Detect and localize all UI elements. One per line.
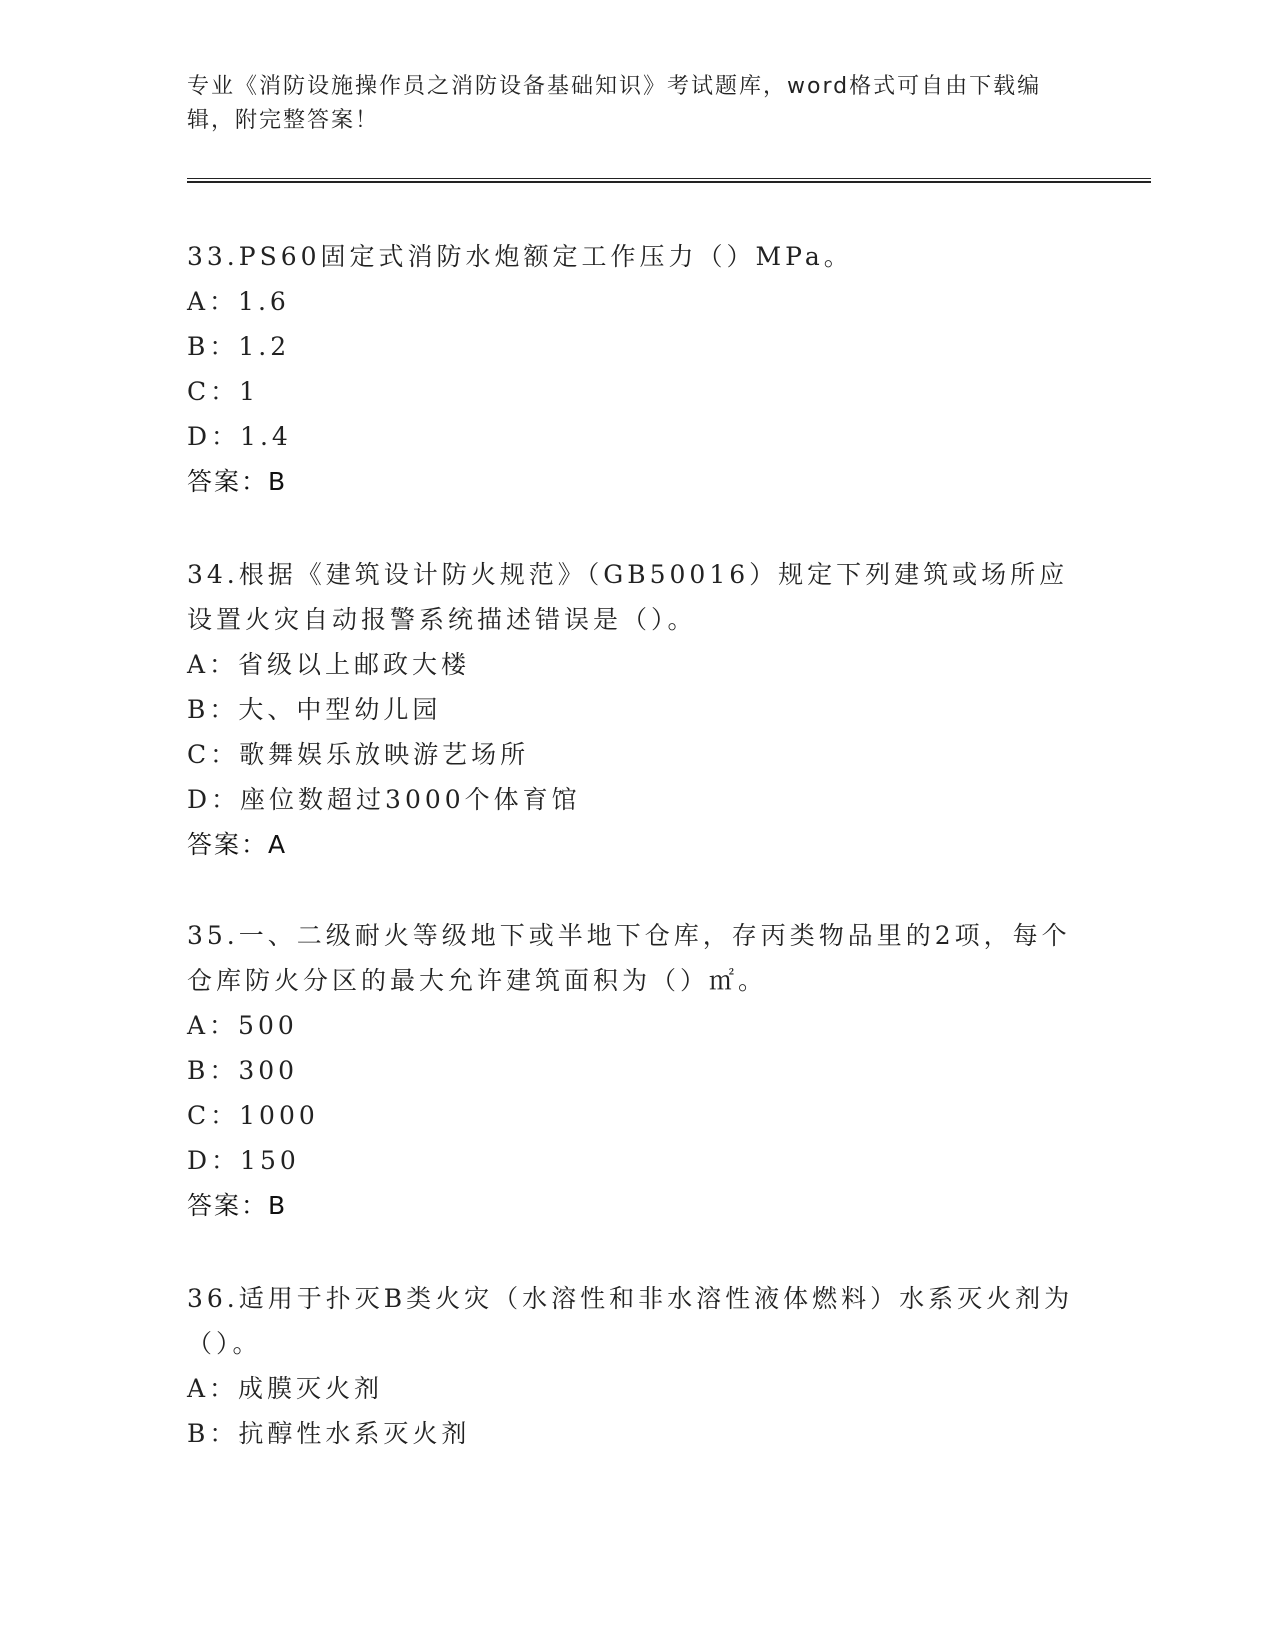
option-a: A：1.6 <box>187 287 290 316</box>
document-header: 专业《消防设施操作员之消防设备基础知识》考试题库，word格式可自由下载编辑，附完整答案！ <box>187 74 1042 133</box>
answer-label: 答案：B <box>187 467 288 496</box>
question-stem: 36.适用于扑灭B类火灾（水溶性和非水溶性液体燃料）水系灭火剂为（）。 <box>187 1284 1074 1358</box>
option-d: D：1.4 <box>187 422 292 451</box>
option-b: B：抗醇性水系灭火剂 <box>187 1419 471 1448</box>
answer-label: 答案：B <box>187 1191 288 1220</box>
option-b: B：300 <box>187 1056 299 1085</box>
question-stem: 33.PS60固定式消防水炮额定工作压力（）MPa。 <box>187 242 853 271</box>
option-c: C：1 <box>187 377 260 406</box>
option-b: B：1.2 <box>187 332 291 361</box>
header-divider <box>187 178 1151 183</box>
question-35 <box>187 913 1077 1228</box>
option-a: A：500 <box>187 1011 298 1040</box>
question-34 <box>187 552 1077 867</box>
option-a: A：省级以上邮政大楼 <box>187 650 471 679</box>
option-d: D：座位数超过3000个体育馆 <box>187 785 581 814</box>
option-a: A：成膜灭火剂 <box>187 1374 384 1403</box>
question-36 <box>187 1276 1077 1456</box>
question-stem: 34.根据《建筑设计防火规范》（GB50016）规定下列建筑或场所应设置火灾自动报警系统描述错误是（）。 <box>187 560 1069 634</box>
answer-label: 答案：A <box>187 830 288 859</box>
option-c: C：歌舞娱乐放映游艺场所 <box>187 740 530 769</box>
question-stem: 35.一、二级耐火等级地下或半地下仓库，存丙类物品里的2项，每个仓库防火分区的最大允许建筑面积为（）㎡。 <box>187 921 1071 995</box>
option-c: C：1000 <box>187 1101 319 1130</box>
option-d: D：150 <box>187 1146 300 1175</box>
option-b: B：大、中型幼儿园 <box>187 695 442 724</box>
question-33 <box>187 234 1077 504</box>
